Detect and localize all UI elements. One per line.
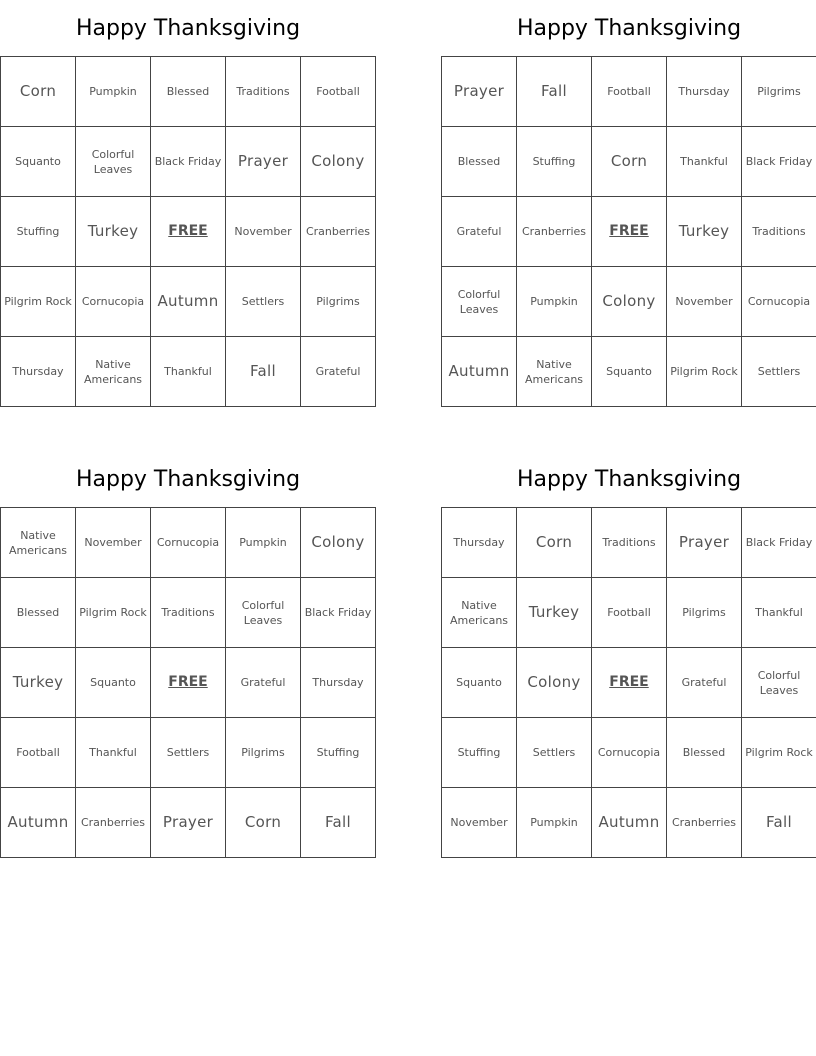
bingo-cell: Grateful <box>667 648 742 718</box>
card-title: Happy Thanksgiving <box>516 467 742 492</box>
bingo-cell: Cranberries <box>76 788 151 858</box>
bingo-cell: Blessed <box>667 718 742 788</box>
bingo-cell: Squanto <box>76 648 151 718</box>
bingo-cell: Pumpkin <box>76 57 151 127</box>
bingo-cell: Settlers <box>226 267 301 337</box>
bingo-cell: Blessed <box>442 127 517 197</box>
free-space-cell: FREE <box>592 648 667 718</box>
bingo-cell: Colorful Leaves <box>76 127 151 197</box>
free-space-cell: FREE <box>151 197 226 267</box>
bingo-cell: Prayer <box>151 788 226 858</box>
bingo-cell: Squanto <box>592 337 667 407</box>
bingo-cell: Settlers <box>517 718 592 788</box>
bingo-cell: Black Friday <box>742 127 816 197</box>
bingo-cell: Fall <box>301 788 376 858</box>
bingo-cell: Thankful <box>151 337 226 407</box>
bingo-cell: Fall <box>226 337 301 407</box>
bingo-cell: Colorful Leaves <box>226 578 301 648</box>
bingo-cell: Thankful <box>742 578 816 648</box>
bingo-cell: Autumn <box>151 267 226 337</box>
bingo-cell: Native Americans <box>442 578 517 648</box>
bingo-cell: Stuffing <box>442 718 517 788</box>
bingo-cell: Settlers <box>151 718 226 788</box>
bingo-cell: Grateful <box>226 648 301 718</box>
bingo-cell: Colorful Leaves <box>742 648 816 718</box>
bingo-cell: Prayer <box>442 57 517 127</box>
bingo-cell: Pilgrim Rock <box>1 267 76 337</box>
bingo-cell: Stuffing <box>517 127 592 197</box>
bingo-cell: Stuffing <box>1 197 76 267</box>
bingo-cell: Pilgrims <box>742 57 816 127</box>
bingo-cell: Thursday <box>442 508 517 578</box>
bingo-cell: Native Americans <box>1 508 76 578</box>
bingo-card-1 <box>0 1 376 407</box>
bingo-cell: Grateful <box>301 337 376 407</box>
bingo-cell: Traditions <box>742 197 816 267</box>
bingo-cell: Autumn <box>1 788 76 858</box>
bingo-cell: November <box>76 508 151 578</box>
bingo-cell: Turkey <box>76 197 151 267</box>
bingo-cell: Prayer <box>667 508 742 578</box>
bingo-cell: Cranberries <box>667 788 742 858</box>
bingo-cell: Turkey <box>1 648 76 718</box>
bingo-cell: Pumpkin <box>517 788 592 858</box>
bingo-cell: Blessed <box>1 578 76 648</box>
bingo-cell: Black Friday <box>301 578 376 648</box>
bingo-cell: Football <box>592 578 667 648</box>
bingo-cell: Native Americans <box>76 337 151 407</box>
bingo-cell: Squanto <box>442 648 517 718</box>
bingo-card-2 <box>441 1 816 407</box>
bingo-cell: Corn <box>226 788 301 858</box>
bingo-cell: Football <box>1 718 76 788</box>
bingo-cell: Squanto <box>1 127 76 197</box>
bingo-cell: Prayer <box>226 127 301 197</box>
bingo-cell: Pilgrims <box>226 718 301 788</box>
bingo-cell: Pilgrims <box>301 267 376 337</box>
bingo-cell: Black Friday <box>742 508 816 578</box>
bingo-cell: Thursday <box>667 57 742 127</box>
bingo-cell: Pumpkin <box>226 508 301 578</box>
free-space-cell: FREE <box>592 197 667 267</box>
bingo-cell: Colony <box>592 267 667 337</box>
bingo-cell: Cornucopia <box>592 718 667 788</box>
bingo-card-3 <box>0 452 376 858</box>
bingo-cell: Corn <box>1 57 76 127</box>
bingo-cell: November <box>226 197 301 267</box>
bingo-cell: Cranberries <box>301 197 376 267</box>
bingo-cell: Colorful Leaves <box>442 267 517 337</box>
bingo-cell: Turkey <box>667 197 742 267</box>
bingo-cell: Colony <box>517 648 592 718</box>
bingo-cell: Traditions <box>592 508 667 578</box>
bingo-cell: Native Americans <box>517 337 592 407</box>
bingo-cell: Colony <box>301 508 376 578</box>
bingo-grid <box>0 56 376 407</box>
bingo-cell: Blessed <box>151 57 226 127</box>
bingo-cell: Fall <box>517 57 592 127</box>
bingo-cell: Cornucopia <box>742 267 816 337</box>
bingo-cell: Thursday <box>301 648 376 718</box>
bingo-cell: Corn <box>517 508 592 578</box>
card-title: Happy Thanksgiving <box>75 16 301 41</box>
bingo-cell: Black Friday <box>151 127 226 197</box>
bingo-grid <box>0 507 376 858</box>
bingo-cell: Stuffing <box>301 718 376 788</box>
bingo-cell: Traditions <box>151 578 226 648</box>
bingo-cell: Colony <box>301 127 376 197</box>
bingo-card-4 <box>441 452 816 858</box>
bingo-cell: Thankful <box>76 718 151 788</box>
bingo-cell: Football <box>592 57 667 127</box>
bingo-cell: Autumn <box>442 337 517 407</box>
bingo-cell: Thankful <box>667 127 742 197</box>
bingo-cell: Fall <box>742 788 816 858</box>
bingo-cell: Traditions <box>226 57 301 127</box>
bingo-cell: Cranberries <box>517 197 592 267</box>
bingo-cell: Football <box>301 57 376 127</box>
free-space-cell: FREE <box>151 648 226 718</box>
bingo-cell: Pilgrim Rock <box>742 718 816 788</box>
bingo-cell: November <box>442 788 517 858</box>
bingo-grid <box>441 507 816 858</box>
bingo-cell: Pilgrims <box>667 578 742 648</box>
bingo-cell: Corn <box>592 127 667 197</box>
bingo-cell: Cornucopia <box>76 267 151 337</box>
bingo-cell: November <box>667 267 742 337</box>
bingo-cell: Turkey <box>517 578 592 648</box>
bingo-cell: Pilgrim Rock <box>667 337 742 407</box>
bingo-grid <box>441 56 816 407</box>
bingo-cell: Cornucopia <box>151 508 226 578</box>
bingo-cell: Thursday <box>1 337 76 407</box>
card-title: Happy Thanksgiving <box>75 467 301 492</box>
card-title: Happy Thanksgiving <box>516 16 742 41</box>
bingo-cell: Pumpkin <box>517 267 592 337</box>
bingo-cell: Grateful <box>442 197 517 267</box>
bingo-cell: Pilgrim Rock <box>76 578 151 648</box>
bingo-cell: Autumn <box>592 788 667 858</box>
bingo-cell: Settlers <box>742 337 816 407</box>
